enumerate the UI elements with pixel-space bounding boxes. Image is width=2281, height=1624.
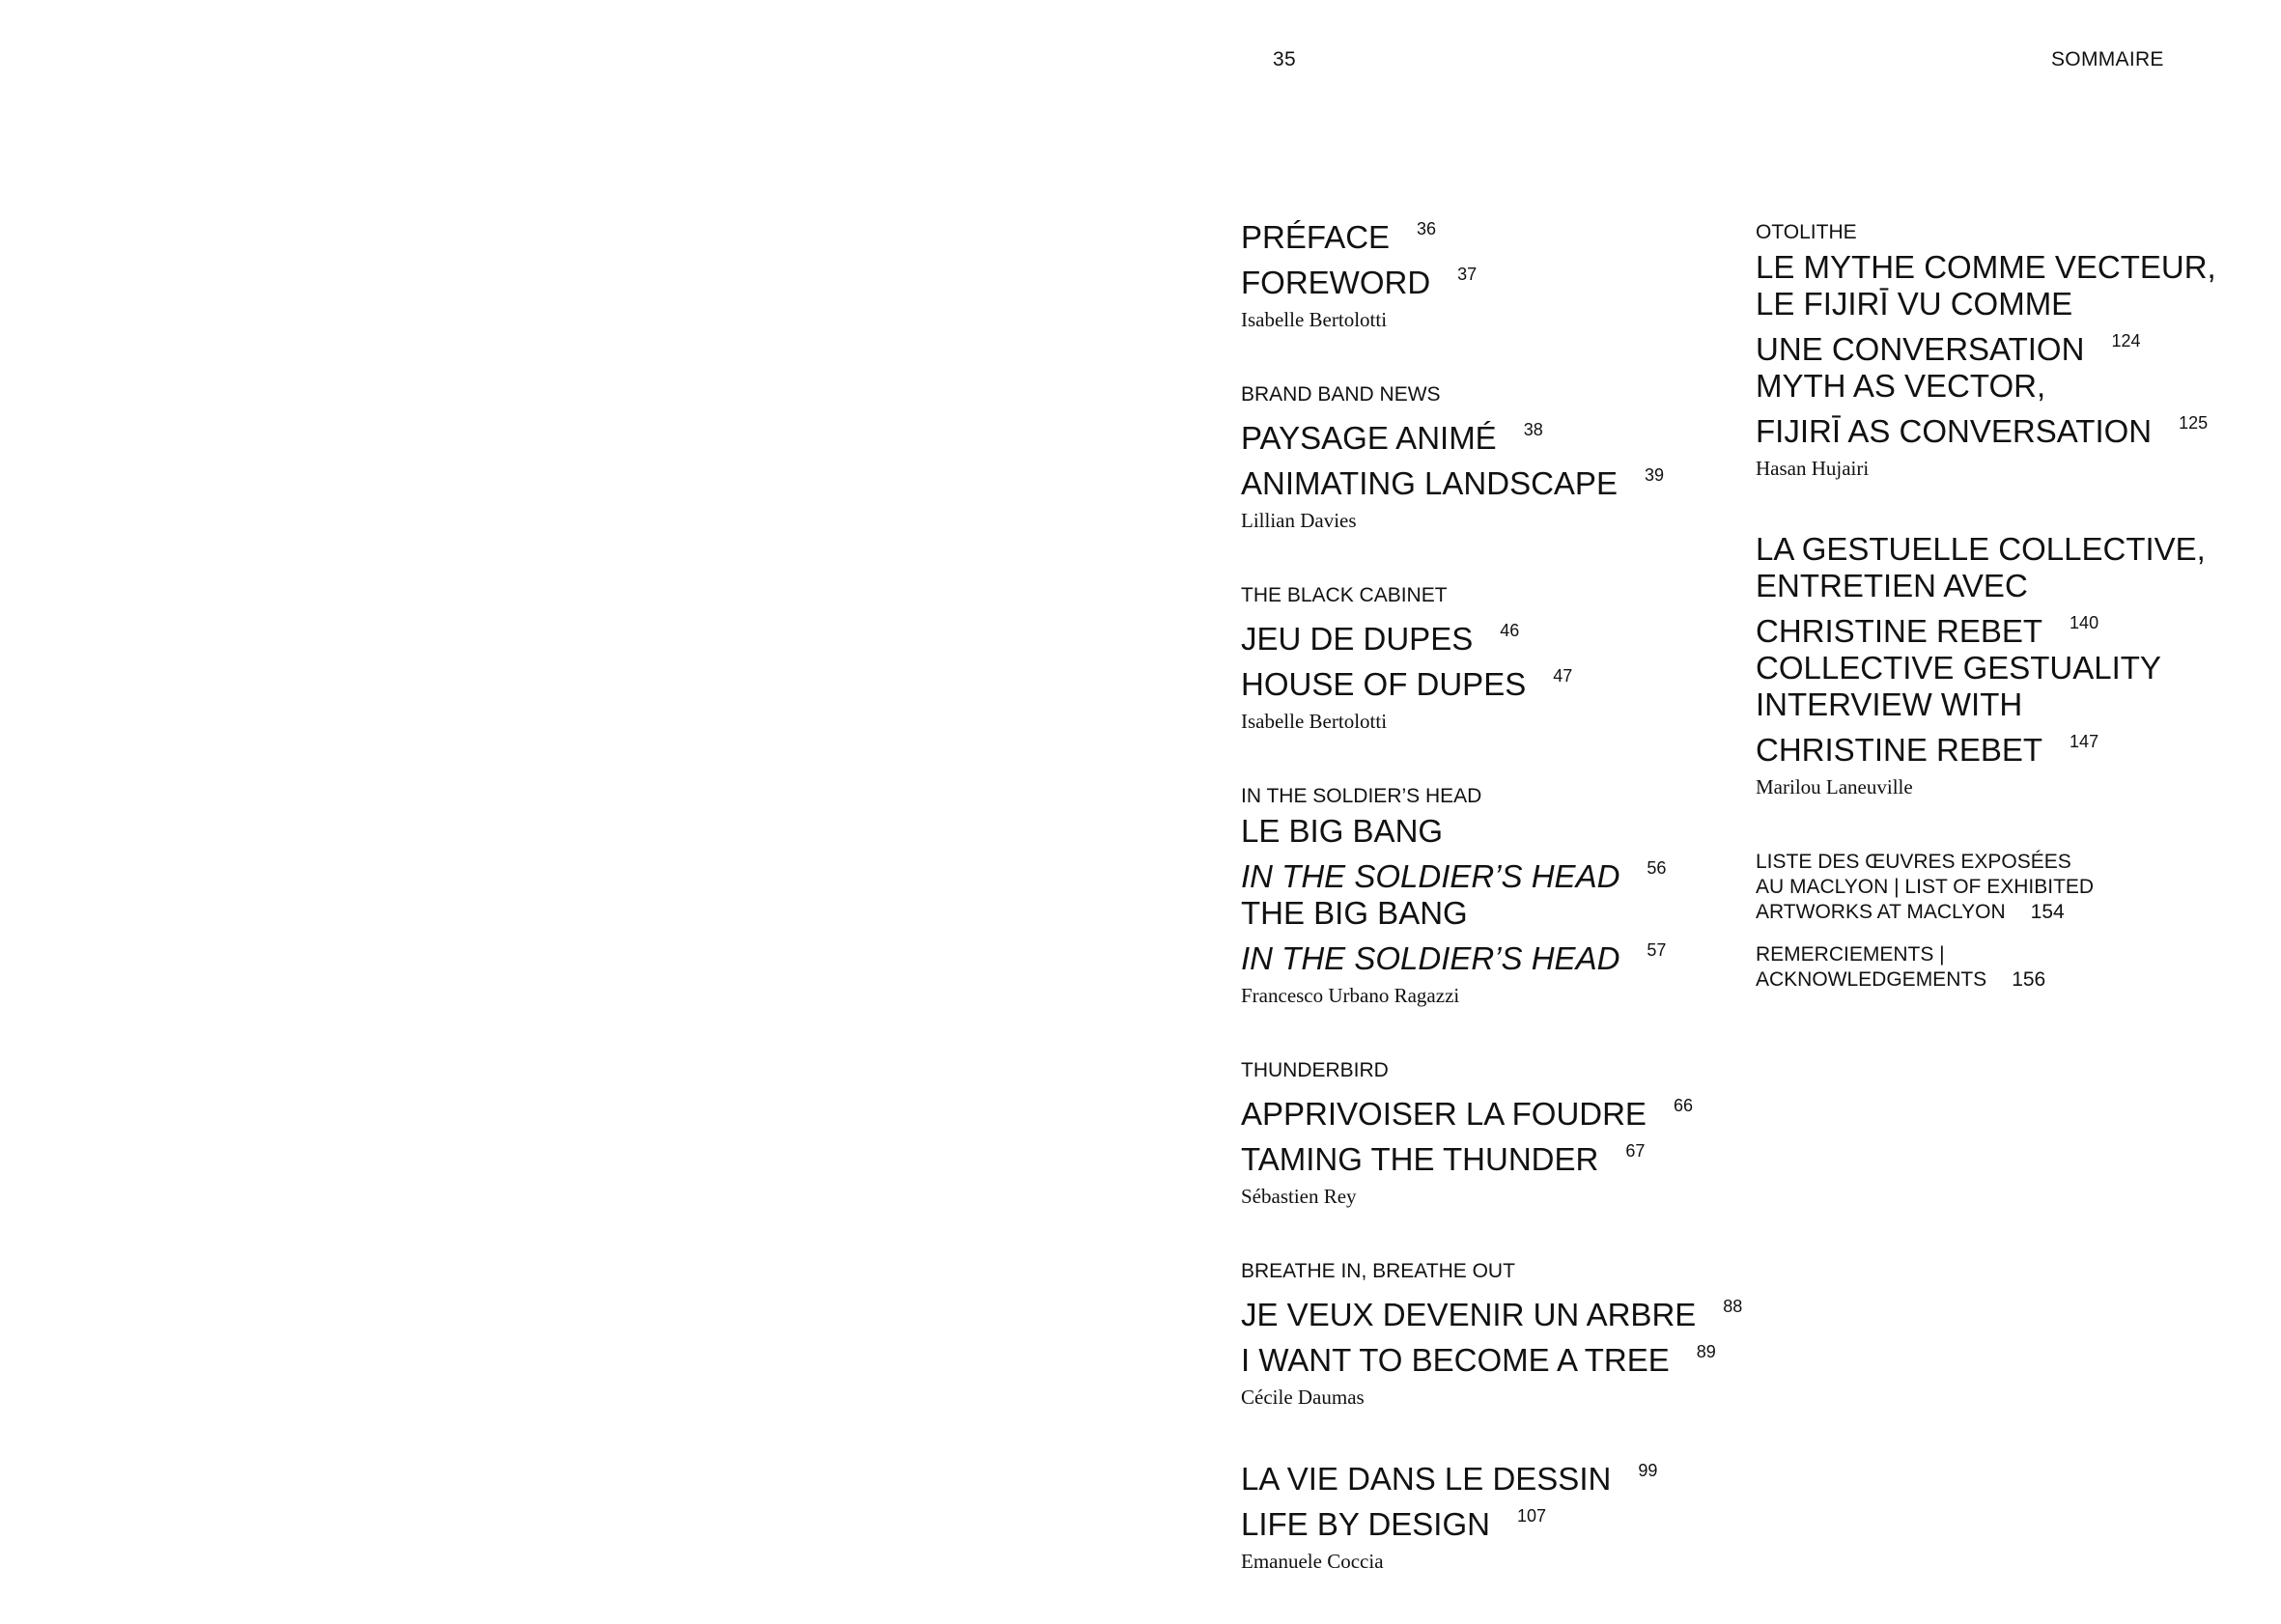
toc-title-line[interactable]: FIJIRĪ AS CONVERSATION $^{125}$ bbox=[1756, 413, 2209, 449]
toc-entry-breathe bbox=[1241, 1259, 1743, 1412]
toc-kicker: BRAND BAND NEWS bbox=[1241, 383, 1441, 406]
toc-author: Hasan Hujairi bbox=[1756, 457, 1870, 480]
toc-title-line[interactable]: LA GESTUELLE COLLECTIVE, bbox=[1756, 531, 2206, 567]
toc-entry-thunderbird bbox=[1241, 1058, 1743, 1211]
toc-title-line[interactable]: I WANT TO BECOME A TREE $^{89}$ bbox=[1241, 1342, 1716, 1378]
toc-title-line[interactable]: INTERVIEW WITH bbox=[1756, 686, 2023, 722]
toc-title-line[interactable]: MYTH AS VECTOR, bbox=[1756, 368, 2046, 404]
toc-entry-list-of-works bbox=[1756, 850, 2258, 925]
toc-title-line[interactable]: TAMING THE THUNDER $^{67}$ bbox=[1241, 1141, 1646, 1177]
page-ref: 46 bbox=[1500, 621, 1520, 640]
toc-title-line[interactable]: LA VIE DANS LE DESSIN $^{99}$ bbox=[1241, 1461, 1658, 1497]
page-ref: 38 bbox=[1523, 420, 1543, 439]
toc-title-line[interactable]: IN THE SOLDIER’S HEAD $^{57}$ bbox=[1241, 940, 1667, 976]
toc-small-line[interactable]: AU MACLYON | LIST OF EXHIBITED bbox=[1756, 876, 2095, 898]
toc-right-column bbox=[1756, 210, 2258, 1010]
toc-kicker: THUNDERBIRD bbox=[1241, 1059, 1389, 1081]
page-ref: 125 bbox=[2179, 413, 2209, 433]
toc-title-line[interactable]: APPRIVOISER LA FOUDRE $^{66}$ bbox=[1241, 1096, 1693, 1132]
toc-title-line[interactable]: HOUSE OF DUPES $^{47}$ bbox=[1241, 666, 1573, 702]
page-ref: 57 bbox=[1647, 940, 1667, 960]
section-title: SOMMAIRE bbox=[2051, 48, 2164, 70]
page-ref: 36 bbox=[1417, 219, 1437, 238]
toc-small-line[interactable]: ARTWORKS AT MACLYON 154 bbox=[1756, 901, 2065, 923]
toc-author: Marilou Laneuville bbox=[1756, 775, 1913, 798]
toc-small-line[interactable]: REMERCIEMENTS | bbox=[1756, 943, 1945, 966]
page-ref: 39 bbox=[1644, 465, 1664, 485]
page-ref: 99 bbox=[1638, 1461, 1658, 1480]
toc-title-line[interactable]: LE MYTHE COMME VECTEUR, bbox=[1756, 249, 2216, 285]
toc-author: Isabelle Bertolotti bbox=[1241, 308, 1388, 331]
toc-entry-preface bbox=[1241, 210, 1743, 334]
toc-author: Isabelle Bertolotti bbox=[1241, 710, 1388, 733]
toc-kicker: IN THE SOLDIER’S HEAD bbox=[1241, 785, 1482, 807]
toc-title-line[interactable]: IN THE SOLDIER’S HEAD $^{56}$ bbox=[1241, 858, 1667, 894]
toc-title-line[interactable]: FOREWORD $^{37}$ bbox=[1241, 265, 1478, 300]
toc-title-line[interactable]: CHRISTINE REBET $^{140}$ bbox=[1756, 613, 2099, 649]
page-ref: 147 bbox=[2070, 732, 2099, 751]
page-ref: 37 bbox=[1457, 265, 1478, 284]
toc-left-column bbox=[1241, 210, 1743, 1624]
page-ref: 140 bbox=[2070, 613, 2099, 632]
toc-title-line[interactable]: THE BIG BANG bbox=[1241, 895, 1468, 931]
toc-author: Francesco Urbano Ragazzi bbox=[1241, 984, 1460, 1007]
page-ref: 88 bbox=[1723, 1297, 1743, 1316]
toc-entry-black-cabinet bbox=[1241, 583, 1743, 736]
page-ref: 66 bbox=[1673, 1096, 1693, 1115]
toc-title-line[interactable]: LIFE BY DESIGN $^{107}$ bbox=[1241, 1506, 1547, 1542]
toc-entry-soldiers-head bbox=[1241, 784, 1743, 1010]
toc-author: Lillian Davies bbox=[1241, 509, 1357, 532]
page-ref: 56 bbox=[1647, 858, 1667, 878]
toc-title-line[interactable]: LE FIJIRĪ VU COMME bbox=[1756, 286, 2073, 322]
toc-kicker: THE BLACK CABINET bbox=[1241, 584, 1448, 606]
toc-entry-brand-band-news bbox=[1241, 382, 1743, 535]
toc-author: Sébastien Rey bbox=[1241, 1185, 1357, 1208]
toc-title-line[interactable]: COLLECTIVE GESTUALITY bbox=[1756, 650, 2161, 686]
page-number: 35 bbox=[1273, 48, 1296, 70]
page-ref: 156 bbox=[2012, 968, 2046, 991]
page-ref: 47 bbox=[1553, 666, 1573, 686]
toc-small-line[interactable]: LISTE DES ŒUVRES EXPOSÉES bbox=[1756, 851, 2071, 873]
toc-title-line[interactable]: JEU DE DUPES $^{46}$ bbox=[1241, 621, 1520, 657]
toc-title-line[interactable]: PAYSAGE ANIMÉ $^{38}$ bbox=[1241, 420, 1543, 456]
toc-entry-life-design bbox=[1241, 1452, 1743, 1576]
page-ref: 124 bbox=[2111, 331, 2141, 350]
toc-kicker: BREATHE IN, BREATHE OUT bbox=[1241, 1260, 1515, 1282]
page-ref: 89 bbox=[1696, 1342, 1716, 1361]
toc-author: Emanuele Coccia bbox=[1241, 1550, 1384, 1573]
page-ref: 154 bbox=[2030, 901, 2065, 923]
toc-small-line[interactable]: ACKNOWLEDGEMENTS 156 bbox=[1756, 968, 2046, 991]
toc-entry-gestuelle bbox=[1756, 531, 2258, 801]
toc-title-line[interactable]: LE BIG BANG bbox=[1241, 813, 1444, 849]
toc-entry-acknowledgements bbox=[1756, 942, 2258, 993]
toc-author: Cécile Daumas bbox=[1241, 1386, 1365, 1409]
toc-title-line[interactable]: PRÉFACE $^{36}$ bbox=[1241, 219, 1437, 255]
toc-title-line[interactable]: JE VEUX DEVENIR UN ARBRE $^{88}$ bbox=[1241, 1297, 1743, 1332]
toc-title-line[interactable]: ANIMATING LANDSCAPE $^{39}$ bbox=[1241, 465, 1664, 501]
page-ref: 67 bbox=[1625, 1141, 1646, 1161]
toc-title-line[interactable]: CHRISTINE REBET $^{147}$ bbox=[1756, 732, 2099, 768]
page-ref: 107 bbox=[1516, 1506, 1547, 1526]
toc-title-line[interactable]: UNE CONVERSATION $^{124}$ bbox=[1756, 331, 2141, 367]
toc-title-line[interactable]: ENTRETIEN AVEC bbox=[1756, 568, 2028, 603]
toc-entry-otolithe bbox=[1756, 220, 2258, 483]
toc-kicker: OTOLITHE bbox=[1756, 221, 1857, 243]
